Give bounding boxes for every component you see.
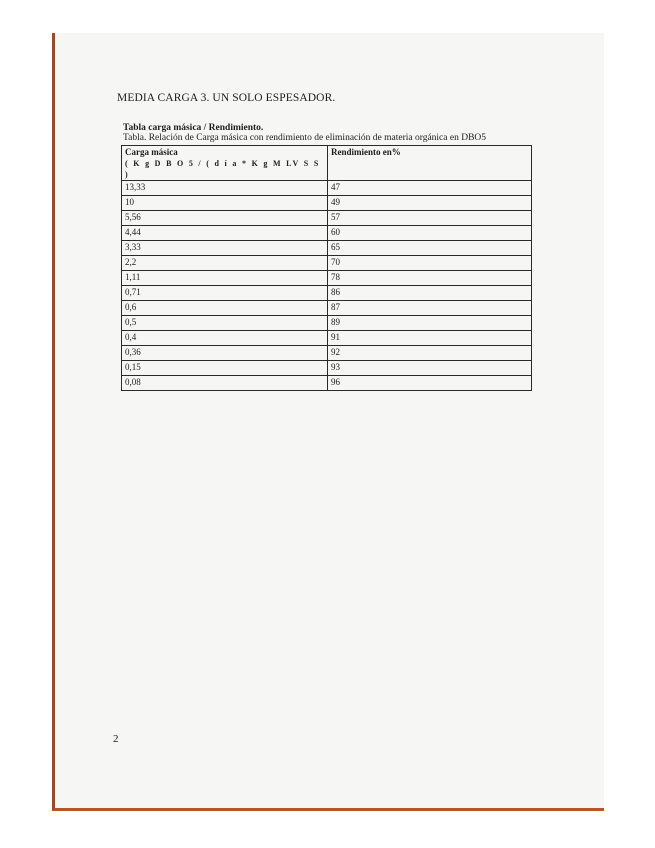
cell-rendimiento: 57 — [328, 211, 532, 226]
cell-rendimiento: 86 — [328, 286, 532, 301]
header-carga-masica — [122, 146, 328, 181]
cell-carga-masica: 10 — [122, 196, 328, 211]
cell-carga-masica: 0,5 — [122, 316, 328, 331]
table-row — [122, 271, 532, 286]
table-header-row — [122, 146, 532, 181]
cell-carga-masica: 5,56 — [122, 211, 328, 226]
table-row — [122, 346, 532, 361]
page-number: 2 — [113, 733, 119, 745]
cell-rendimiento: 60 — [328, 226, 532, 241]
cell-rendimiento: 70 — [328, 256, 532, 271]
cell-carga-masica: 2,2 — [122, 256, 328, 271]
cell-rendimiento: 78 — [328, 271, 532, 286]
cell-carga-masica: 3,33 — [122, 241, 328, 256]
data-table — [121, 145, 532, 391]
table-row — [122, 301, 532, 316]
cell-rendimiento: 92 — [328, 346, 532, 361]
table-title: Tabla carga másica / Rendimiento. — [123, 123, 264, 133]
cell-carga-masica: 1,11 — [122, 271, 328, 286]
table-row — [122, 331, 532, 346]
table-row — [122, 376, 532, 391]
table-body — [122, 181, 532, 391]
cell-rendimiento: 65 — [328, 241, 532, 256]
cell-rendimiento: 91 — [328, 331, 532, 346]
table-row — [122, 181, 532, 196]
cell-rendimiento: 96 — [328, 376, 532, 391]
cell-carga-masica: 0,36 — [122, 346, 328, 361]
table-caption: Tabla. Relación de Carga másica con rendimiento de eliminación de materia orgánica en DBO5 — [123, 133, 487, 143]
cell-carga-masica: 13,33 — [122, 181, 328, 196]
table-row — [122, 211, 532, 226]
cell-carga-masica: 0,08 — [122, 376, 328, 391]
cell-rendimiento: 87 — [328, 301, 532, 316]
header-rendimiento: Rendimiento en% — [328, 146, 532, 181]
cell-carga-masica: 0,15 — [122, 361, 328, 376]
header-carga-masica-label: Carga másica — [125, 147, 178, 157]
table-row — [122, 361, 532, 376]
table-row — [122, 241, 532, 256]
table-row — [122, 256, 532, 271]
cell-carga-masica: 0,4 — [122, 331, 328, 346]
table-row — [122, 286, 532, 301]
cell-rendimiento: 49 — [328, 196, 532, 211]
cell-carga-masica: 0,71 — [122, 286, 328, 301]
cell-rendimiento: 93 — [328, 361, 532, 376]
cell-carga-masica: 0,6 — [122, 301, 328, 316]
section-heading: MEDIA CARGA 3. UN SOLO ESPESADOR. — [117, 92, 336, 104]
cell-carga-masica: 4,44 — [122, 226, 328, 241]
cell-rendimiento: 47 — [328, 181, 532, 196]
cell-rendimiento: 89 — [328, 316, 532, 331]
table-row — [122, 196, 532, 211]
table-row — [122, 316, 532, 331]
header-carga-masica-unit: ( K g D B O 5 / ( d í a * K g M LV S S ) — [125, 159, 321, 179]
table-row — [122, 226, 532, 241]
